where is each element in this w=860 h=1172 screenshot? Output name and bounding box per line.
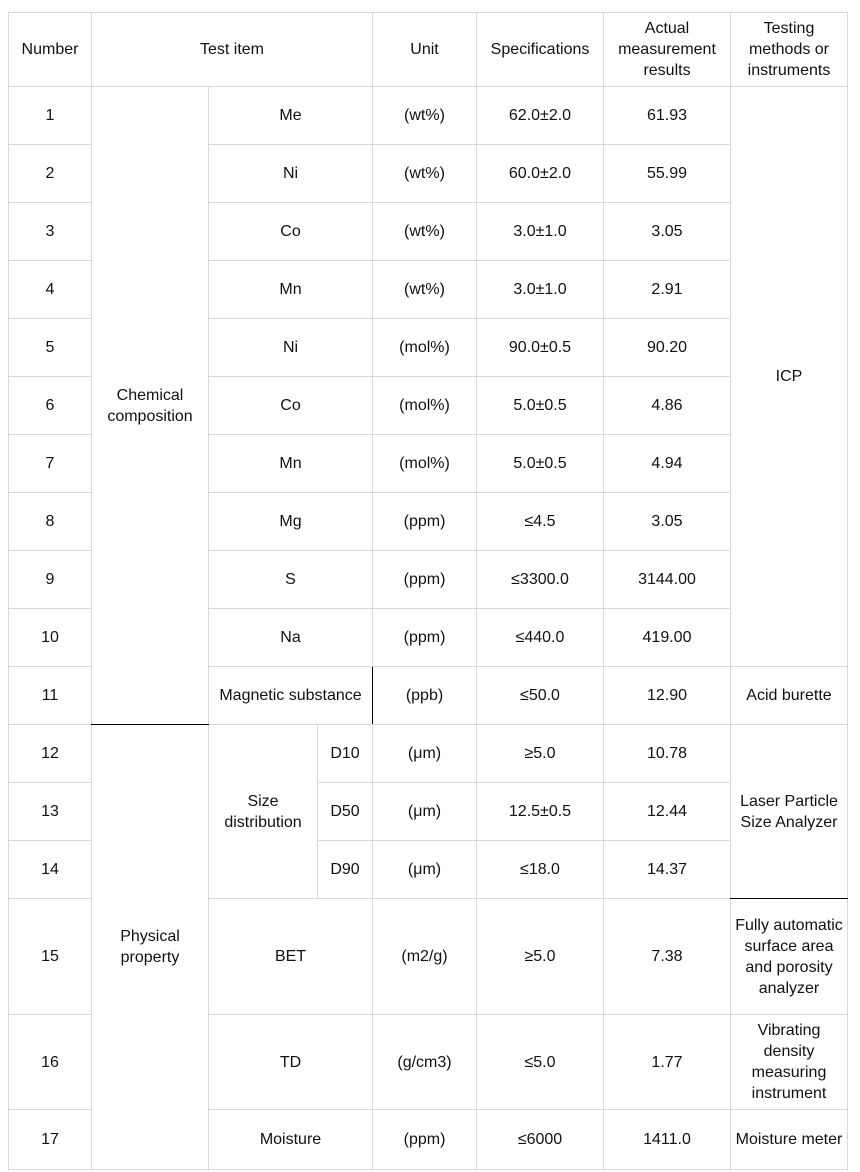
row-number: 15 bbox=[9, 899, 92, 1015]
row-number: 10 bbox=[9, 609, 92, 667]
header-testing-methods: Testing methods or instruments bbox=[731, 13, 848, 87]
test-item: Na bbox=[209, 609, 373, 667]
method-density-instrument: Vibrating density measuring instrument bbox=[731, 1015, 848, 1110]
actual-cell: 3.05 bbox=[604, 493, 731, 551]
actual-cell: 14.37 bbox=[604, 841, 731, 899]
spec-cell: ≤440.0 bbox=[477, 609, 604, 667]
row-number: 1 bbox=[9, 87, 92, 145]
table-row bbox=[9, 87, 848, 145]
test-item: Mn bbox=[209, 261, 373, 319]
unit-cell: (wt%) bbox=[373, 203, 477, 261]
test-item: Mg bbox=[209, 493, 373, 551]
actual-cell: 61.93 bbox=[604, 87, 731, 145]
spec-cell: ≤4.5 bbox=[477, 493, 604, 551]
actual-cell: 12.44 bbox=[604, 783, 731, 841]
header-row bbox=[9, 13, 848, 87]
spec-cell: 3.0±1.0 bbox=[477, 261, 604, 319]
actual-cell: 12.90 bbox=[604, 667, 731, 725]
test-item: S bbox=[209, 551, 373, 609]
spec-cell: 62.0±2.0 bbox=[477, 87, 604, 145]
method-icp: ICP bbox=[731, 87, 848, 667]
row-number: 5 bbox=[9, 319, 92, 377]
row-number: 6 bbox=[9, 377, 92, 435]
spec-cell: 60.0±2.0 bbox=[477, 145, 604, 203]
actual-cell: 2.91 bbox=[604, 261, 731, 319]
test-item: Co bbox=[209, 377, 373, 435]
test-item: Ni bbox=[209, 145, 373, 203]
row-number: 9 bbox=[9, 551, 92, 609]
unit-cell: (ppm) bbox=[373, 609, 477, 667]
row-number: 2 bbox=[9, 145, 92, 203]
spec-cell: ≤6000 bbox=[477, 1110, 604, 1170]
test-item: Ni bbox=[209, 319, 373, 377]
group-size-distribution: Size distribution bbox=[209, 725, 318, 899]
actual-cell: 3.05 bbox=[604, 203, 731, 261]
row-number: 14 bbox=[9, 841, 92, 899]
header-number: Number bbox=[9, 13, 92, 87]
row-number: 4 bbox=[9, 261, 92, 319]
spec-cell: 90.0±0.5 bbox=[477, 319, 604, 377]
unit-cell: (wt%) bbox=[373, 87, 477, 145]
header-unit: Unit bbox=[373, 13, 477, 87]
spec-cell: 3.0±1.0 bbox=[477, 203, 604, 261]
test-item: Moisture bbox=[209, 1110, 373, 1170]
row-number: 11 bbox=[9, 667, 92, 725]
group-chemical-composition: Chemical composition bbox=[92, 87, 209, 725]
header-actual-results: Actual measurement results bbox=[604, 13, 731, 87]
test-item: Magnetic substance bbox=[209, 667, 373, 725]
row-number: 13 bbox=[9, 783, 92, 841]
row-number: 8 bbox=[9, 493, 92, 551]
test-item: D90 bbox=[318, 841, 373, 899]
actual-cell: 1.77 bbox=[604, 1015, 731, 1110]
row-number: 17 bbox=[9, 1110, 92, 1170]
unit-cell: (μm) bbox=[373, 725, 477, 783]
spec-cell: 12.5±0.5 bbox=[477, 783, 604, 841]
unit-cell: (wt%) bbox=[373, 145, 477, 203]
spec-cell: ≤3300.0 bbox=[477, 551, 604, 609]
actual-cell: 7.38 bbox=[604, 899, 731, 1015]
unit-cell: (ppb) bbox=[373, 667, 477, 725]
header-specifications: Specifications bbox=[477, 13, 604, 87]
table-row bbox=[9, 725, 848, 783]
actual-cell: 55.99 bbox=[604, 145, 731, 203]
actual-cell: 4.86 bbox=[604, 377, 731, 435]
actual-cell: 90.20 bbox=[604, 319, 731, 377]
spec-cell: ≤5.0 bbox=[477, 1015, 604, 1110]
spec-cell: ≤50.0 bbox=[477, 667, 604, 725]
actual-cell: 4.94 bbox=[604, 435, 731, 493]
test-item: TD bbox=[209, 1015, 373, 1110]
unit-cell: (ppm) bbox=[373, 1110, 477, 1170]
unit-cell: (mol%) bbox=[373, 319, 477, 377]
row-number: 3 bbox=[9, 203, 92, 261]
unit-cell: (μm) bbox=[373, 783, 477, 841]
row-number: 12 bbox=[9, 725, 92, 783]
unit-cell: (ppm) bbox=[373, 551, 477, 609]
spec-cell: ≥5.0 bbox=[477, 725, 604, 783]
test-item: D10 bbox=[318, 725, 373, 783]
unit-cell: (m2/g) bbox=[373, 899, 477, 1015]
unit-cell: (g/cm3) bbox=[373, 1015, 477, 1110]
spec-cell: ≤18.0 bbox=[477, 841, 604, 899]
unit-cell: (mol%) bbox=[373, 377, 477, 435]
unit-cell: (mol%) bbox=[373, 435, 477, 493]
actual-cell: 10.78 bbox=[604, 725, 731, 783]
unit-cell: (wt%) bbox=[373, 261, 477, 319]
test-item: BET bbox=[209, 899, 373, 1015]
spec-cell: 5.0±0.5 bbox=[477, 377, 604, 435]
test-item: Me bbox=[209, 87, 373, 145]
actual-cell: 1411.0 bbox=[604, 1110, 731, 1170]
method-laser-analyzer: Laser Particle Size Analyzer bbox=[731, 725, 848, 899]
spec-cell: 5.0±0.5 bbox=[477, 435, 604, 493]
test-item: Mn bbox=[209, 435, 373, 493]
method-surface-area-analyzer: Fully automatic surface area and porosity analyzer bbox=[731, 899, 848, 1015]
test-item: D50 bbox=[318, 783, 373, 841]
test-results-table bbox=[8, 12, 848, 1170]
test-item: Co bbox=[209, 203, 373, 261]
group-physical-property: Physical property bbox=[92, 725, 209, 1170]
method-moisture-meter: Moisture meter bbox=[731, 1110, 848, 1170]
spec-cell: ≥5.0 bbox=[477, 899, 604, 1015]
header-test-item: Test item bbox=[92, 13, 373, 87]
row-number: 16 bbox=[9, 1015, 92, 1110]
row-number: 7 bbox=[9, 435, 92, 493]
actual-cell: 419.00 bbox=[604, 609, 731, 667]
unit-cell: (μm) bbox=[373, 841, 477, 899]
actual-cell: 3144.00 bbox=[604, 551, 731, 609]
unit-cell: (ppm) bbox=[373, 493, 477, 551]
method-acid-burette: Acid burette bbox=[731, 667, 848, 725]
